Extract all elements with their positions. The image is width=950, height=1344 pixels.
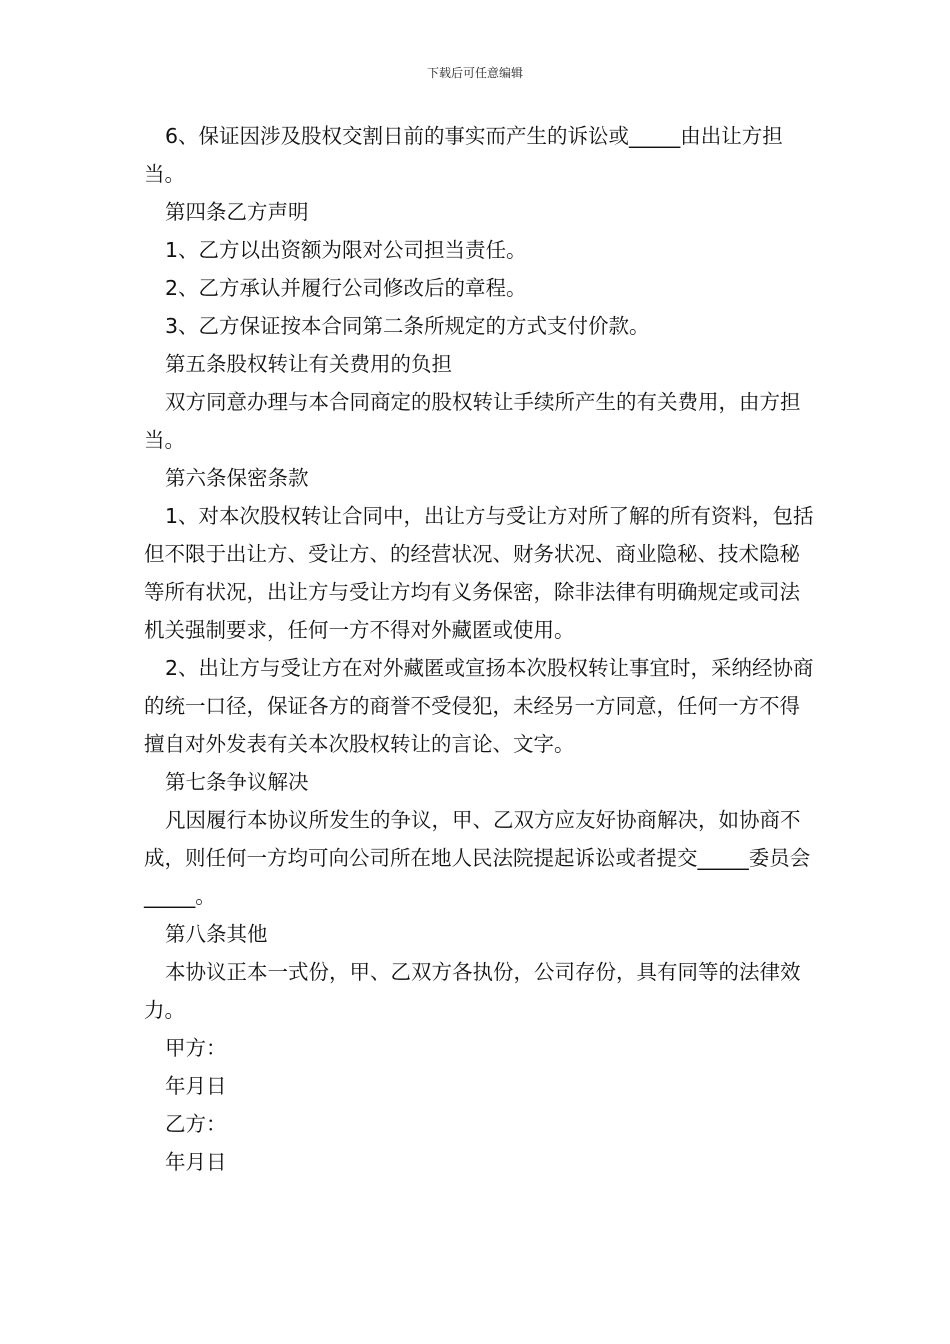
article-4-item-1: 1、乙方以出资额为限对公司担当责任。 bbox=[165, 238, 527, 262]
article-6-item-1: 1、对本次股权转让合同中，出让方与受让方对所了解的所有资料，包括但不限于出让方、受让方、的经营状况、财务状况、商业隐秘、技术隐秘等所有状况，出让方与受让方均有义务保密，除非法律有明确规定或司法机关强制要求，任何一方不得对外藏匿或使用。 bbox=[144, 504, 814, 642]
page-header: 下载后可任意编辑 bbox=[426, 66, 523, 80]
document-body bbox=[144, 117, 814, 1181]
party-b-signature-label: 乙方： bbox=[165, 1112, 227, 1136]
party-b-date-label: 年月日 bbox=[165, 1150, 227, 1174]
article-4-heading: 第四条乙方声明 bbox=[165, 200, 309, 224]
article-5-heading: 第五条股权转让有关费用的负担 bbox=[165, 352, 452, 376]
article-8-heading: 第八条其他 bbox=[165, 922, 268, 946]
article-7-heading: 第七条争议解决 bbox=[165, 770, 309, 794]
clause-6-guarantee: 6、保证因涉及股权交割日前的事实而产生的诉讼或_____由出让方担当。 bbox=[144, 124, 783, 186]
article-4-item-3: 3、乙方保证按本合同第二条所规定的方式支付价款。 bbox=[165, 314, 650, 338]
article-6-heading: 第六条保密条款 bbox=[165, 466, 309, 490]
party-a-signature-label: 甲方： bbox=[165, 1036, 227, 1060]
article-8-body: 本协议正本一式份，甲、乙双方各执份，公司存份，具有同等的法律效力。 bbox=[144, 960, 801, 1022]
article-7-body: 凡因履行本协议所发生的争议，甲、乙双方应友好协商解决，如协商不成，则任何一方均可向公司所在地人民法院提起诉讼或者提交_____委员会_____。 bbox=[144, 808, 811, 908]
party-a-date-label: 年月日 bbox=[165, 1074, 227, 1098]
article-4-item-2: 2、乙方承认并履行公司修改后的章程。 bbox=[165, 276, 527, 300]
article-6-item-2: 2、出让方与受让方在对外藏匿或宣扬本次股权转让事宜时，采纳经协商的统一口径，保证各方的商誉不受侵犯，未经另一方同意，任何一方不得擅自对外发表有关本次股权转让的言论、文字。 bbox=[144, 656, 814, 756]
article-5-body: 双方同意办理与本合同商定的股权转让手续所产生的有关费用，由方担当。 bbox=[144, 390, 801, 452]
